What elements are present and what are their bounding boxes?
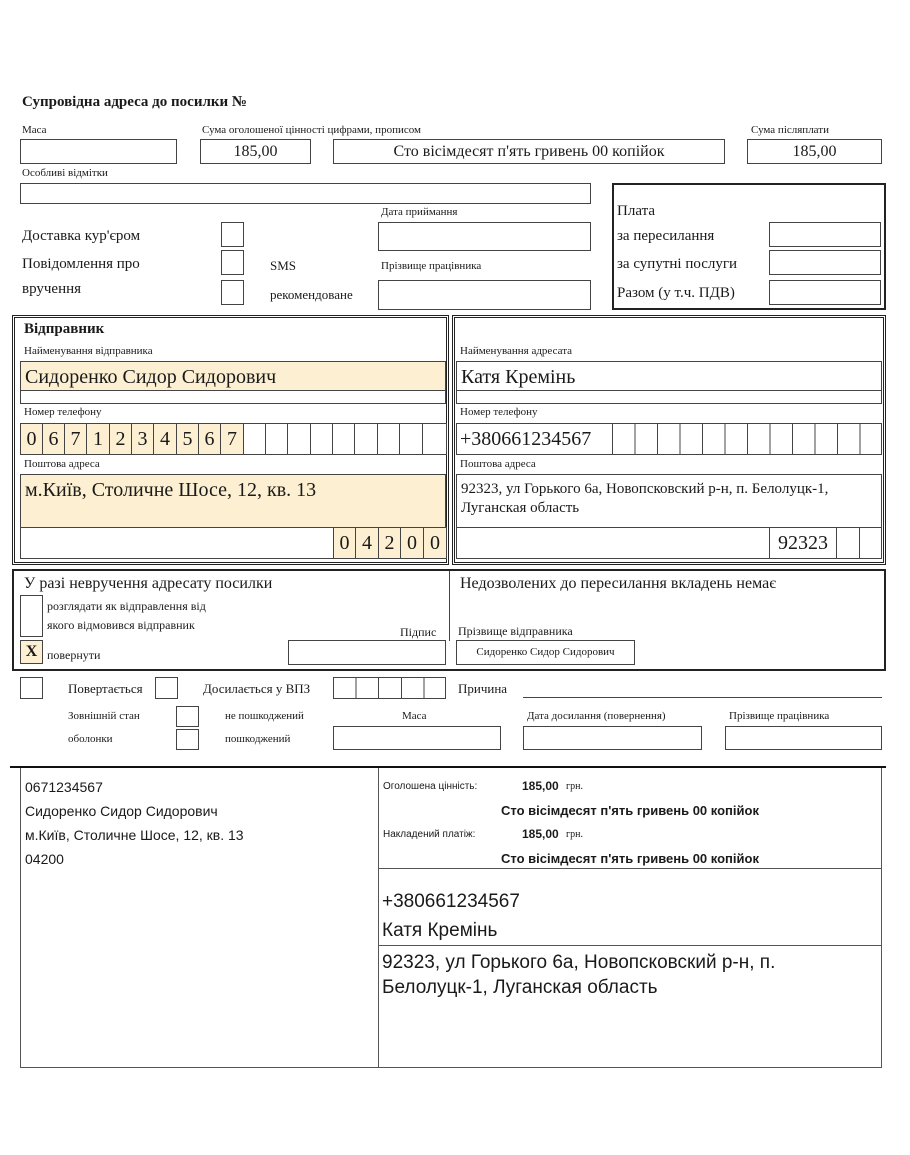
return-label: повернути [47,648,101,662]
registered-label: рекомендоване [270,287,353,302]
label-sender-name: Сидоренко Сидор Сидорович [25,803,218,819]
sender-surname-label: Прізвище відправника [458,624,573,638]
phone-digit-cell: 4 [154,423,177,455]
recipient-zip-cells[interactable] [769,527,882,559]
declared-label: Сума оголошеної цінності цифрами, прописом [202,124,421,136]
registered-checkbox[interactable] [221,280,244,305]
label-declared-currency: грн. [566,781,583,792]
return-worker-label: Прізвище працівника [729,710,830,722]
payment-forwarding-field[interactable] [769,222,881,247]
zip-digit-cell: 0 [424,527,447,559]
phone-digit-cell: 7 [65,423,87,455]
sender-address-field[interactable]: м.Київ, Столичне Шосе, 12, кв. 13 [20,474,446,528]
return-mark-checkbox[interactable] [20,677,43,699]
cod-label: Сума післяплати [751,124,829,136]
zip-digit-cell: 0 [334,527,356,559]
phone-digit-cell [333,423,355,455]
phone-digit-cell: 6 [199,423,221,455]
phone-digit-cell [311,423,333,455]
payment-total-field[interactable] [769,280,881,305]
label-cod-amount: 185,00 [522,827,559,841]
label-cod-label: Накладений платіж: [383,829,476,840]
return-date-label: Дата досилання (повернення) [527,710,666,722]
phone-digit-cell [288,423,311,455]
sender-phone-label: Номер телефону [24,406,102,418]
forwarded-office-cells[interactable] [333,677,446,699]
forwarded-label: Досилається у ВПЗ [203,681,311,696]
zip-digit-cell: 4 [356,527,379,559]
recipient-address-label: Поштова адреса [460,458,536,470]
phone-digit-cell: 5 [177,423,199,455]
page-title: Супровідна адреса до посилки № [22,94,247,110]
notify-label-1: Повідомлення про [22,256,140,272]
treat-as-refused-label-1: розглядати як відправлення від [47,599,206,613]
accept-date-field[interactable] [378,222,591,251]
phone-digit-cell: 0 [21,423,43,455]
sender-address-label: Поштова адреса [24,458,100,470]
worker-label: Прізвище працівника [381,260,482,272]
phone-digit-cell: 1 [87,423,110,455]
zip-digit-cell: 2 [379,527,401,559]
label-sender-phone: 0671234567 [25,779,103,795]
notify-label-2: вручення [22,281,82,297]
label-declared-amount: 185,00 [522,779,559,793]
label-recipient-phone: +380661234567 [382,891,520,912]
declared-value-field[interactable]: 185,00 [200,139,311,164]
reason-line[interactable] [523,697,882,698]
state-label-2: оболонки [68,733,113,745]
recipient-name-label: Найменування адресата [460,345,573,357]
treat-as-refused-checkbox[interactable] [20,595,43,637]
undamaged-checkbox[interactable] [176,706,199,727]
sender-name-label: Найменування відправника [24,345,153,357]
label-declared-label: Оголошена цінність: [383,781,478,792]
return-worker-field[interactable] [725,726,882,750]
treat-as-refused-label-2: якого відмовився відправник [47,618,195,632]
returned-label: Повертається [68,681,143,696]
sender-title: Відправник [24,321,105,337]
sender-phone-cells[interactable] [20,423,446,455]
damaged-label: пошкоджений [225,733,291,745]
nondelivery-title: У разі невручення адресату посилки [24,575,273,592]
phone-digit-cell: 3 [132,423,154,455]
courier-label: Доставка кур'єром [22,228,141,244]
return-date-field[interactable] [523,726,702,750]
accept-date-label: Дата приймання [381,206,458,218]
phone-digit-cell [355,423,378,455]
payment-related-label: за супутні послуги [617,256,738,272]
undamaged-label: не пошкоджений [225,710,304,722]
phone-digit-cell: 2 [110,423,132,455]
recipient-phone-value: +380661234567 [460,428,592,450]
payment-title: Плата [617,203,655,219]
return-mass-label: Маса [402,710,427,722]
nondelivery-divider [449,571,450,641]
sms-checkbox[interactable] [221,250,244,275]
phone-digit-cell [266,423,288,455]
damaged-checkbox[interactable] [176,729,199,750]
label-sender-block [25,775,244,871]
label-address-divider [378,945,882,946]
label-recipient-address: 92323, ул Горького 6а, Новопсковский р-н, п. Белолуцк-1, Луганская область [382,952,776,998]
label-cod-words: Сто вісімдесят п'ять гривень 00 копійок [501,851,759,866]
sender-surname-field[interactable]: Сидоренко Сидор Сидорович [456,640,635,665]
prohibited-notice: Недозволених до пересилання вкладень немає [460,575,777,592]
phone-digit-cell [378,423,400,455]
recipient-name-field-2[interactable] [456,390,882,404]
return-checkbox[interactable]: X [20,640,43,664]
phone-digit-cell [244,423,266,455]
payment-related-field[interactable] [769,250,881,275]
recipient-phone-cells [612,423,882,455]
zip-digit-cell: 0 [401,527,424,559]
sender-name-field-2[interactable] [20,390,446,404]
payment-total-label: Разом (у т.ч. ПДВ) [617,285,735,301]
special-marks-label: Особливі відмітки [22,167,108,179]
label-sender-address: м.Київ, Столичне Шосе, 12, кв. 13 [25,827,244,843]
special-marks-field[interactable] [20,183,591,204]
phone-digit-cell: 6 [43,423,65,455]
signature-field[interactable] [288,640,446,665]
state-label-1: Зовнішній стан [68,710,140,722]
recipient-zip-value: 92323 [770,528,837,558]
phone-digit-cell [423,423,447,455]
phone-digit-cell: 7 [221,423,244,455]
cod-value-field[interactable]: 185,00 [747,139,882,164]
signature-label: Підпис [400,625,437,639]
returned-checkbox[interactable] [155,677,178,699]
recipient-address-field[interactable]: 92323, ул Горького 6а, Новопсковский р-н, п. Белолуцк-1, Луганская область [456,474,882,528]
recipient-phone-label: Номер телефону [460,406,538,418]
label-recipient-name: Катя Кремінь [382,920,498,941]
label-cod-currency: грн. [566,829,583,840]
worker-field[interactable] [378,280,591,310]
sms-label: SMS [270,258,297,273]
reason-label: Причина [458,681,508,696]
sender-name-field[interactable]: Сидоренко Сидор Сидорович [20,361,446,391]
courier-checkbox[interactable] [221,222,244,247]
recipient-name-field[interactable]: Катя Кремінь [456,361,882,391]
mass-label: Маса [22,124,47,136]
mass-field[interactable] [20,139,177,164]
declared-words-field[interactable]: Сто вісімдесят п'ять гривень 00 копійок [333,139,725,164]
label-sender-zip: 04200 [25,851,64,867]
return-mass-field[interactable] [333,726,501,750]
label-value-divider [378,868,882,869]
zip-digit-cell [837,528,860,558]
payment-forwarding-label: за пересилання [617,228,715,244]
phone-digit-cell [400,423,423,455]
label-declared-words: Сто вісімдесят п'ять гривень 00 копійок [501,803,759,818]
sender-zip-cells[interactable] [333,527,446,559]
